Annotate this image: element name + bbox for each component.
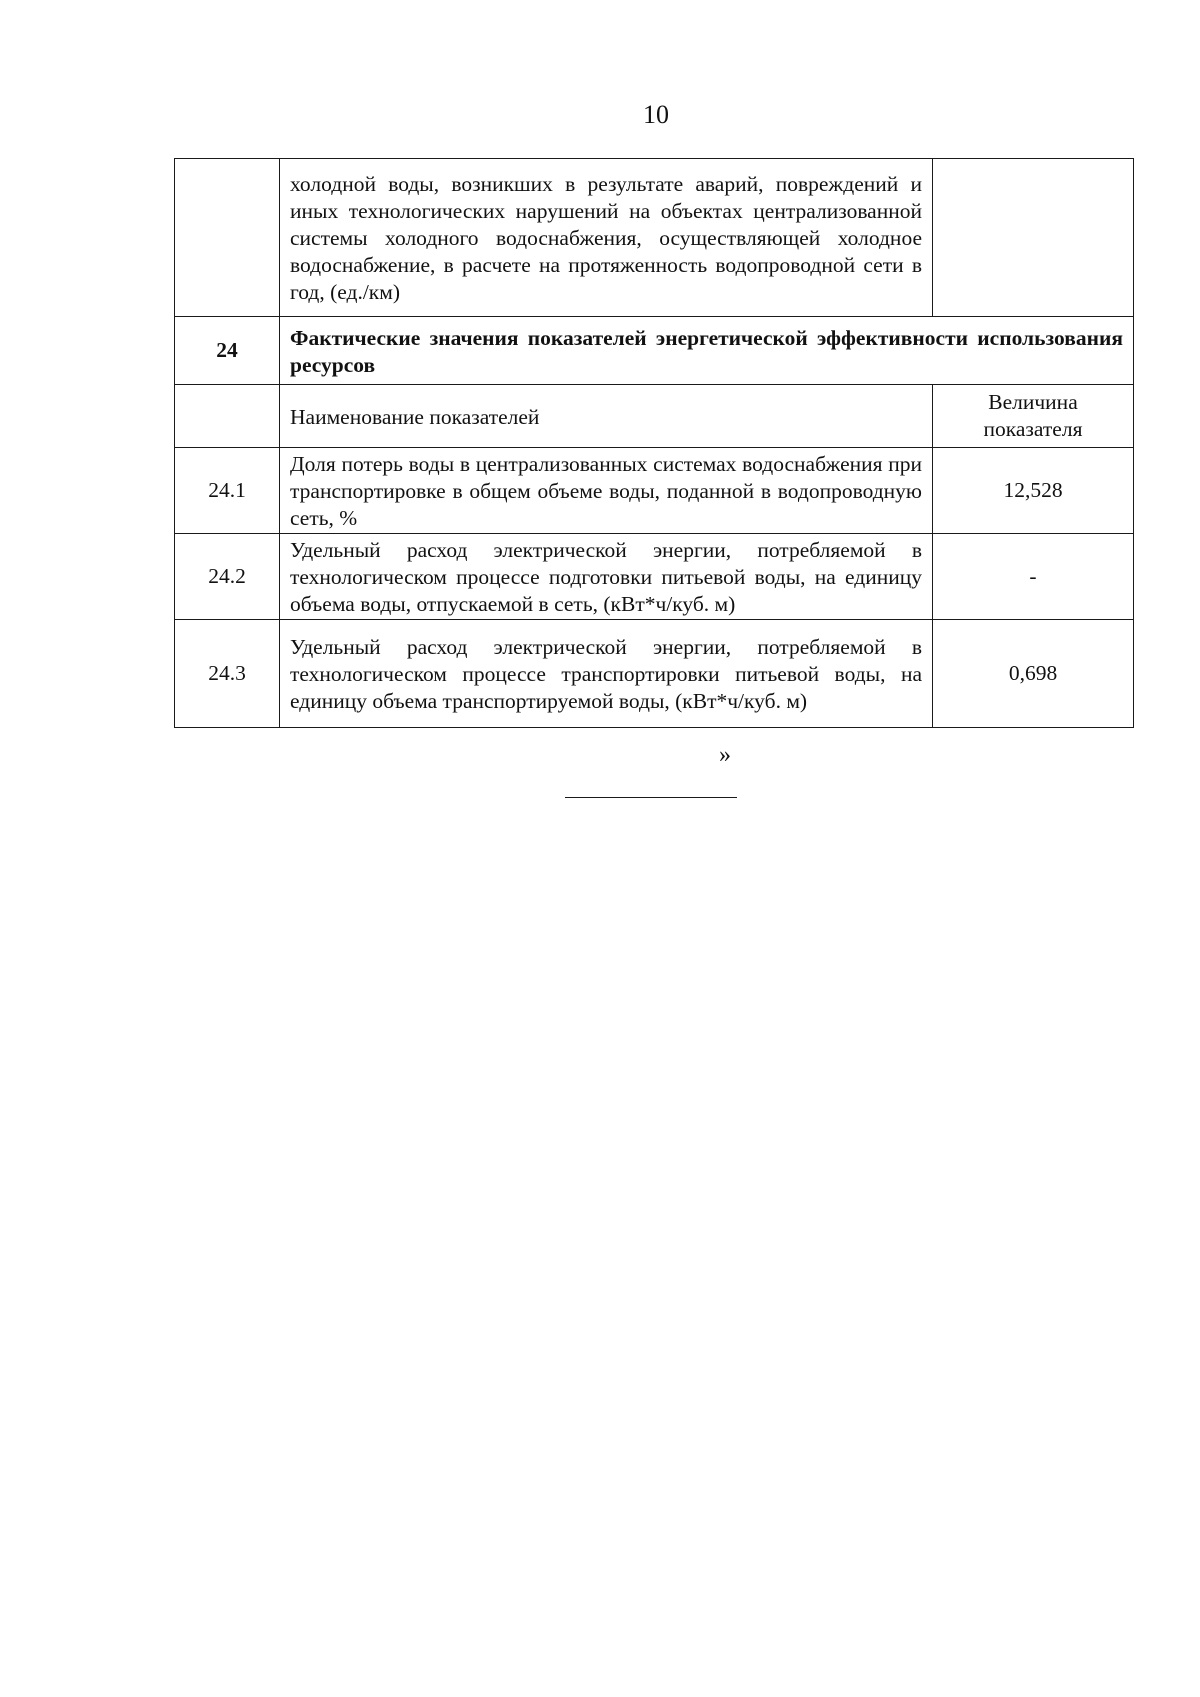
- indicator-value-cell: -: [933, 534, 1134, 620]
- table-row: [175, 620, 1134, 728]
- header-number-cell: [175, 385, 280, 448]
- row-number-cell: 24.3: [175, 620, 280, 728]
- indicator-value-cell: 0,698: [933, 620, 1134, 728]
- table-row-continued: [175, 159, 1134, 317]
- section-title: Фактические значения показателей энергетической эффективности использования ресурсов: [280, 317, 1134, 385]
- page-number: 10: [643, 100, 669, 129]
- indicator-name-cell: Удельный расход электрической энергии, потребляемой в технологическом процессе подготовки питьевой воды, на единицу объема воды, отпускаемой в сеть, (кВт*ч/куб. м): [280, 534, 933, 620]
- indicator-value-cell: [933, 159, 1134, 317]
- table-row: [175, 448, 1134, 534]
- indicator-value-cell: 12,528: [933, 448, 1134, 534]
- header-value-cell: Величина показателя: [933, 385, 1134, 448]
- section-number: 24: [175, 317, 280, 385]
- row-number-cell: 24.1: [175, 448, 280, 534]
- table-header-row: [175, 385, 1134, 448]
- indicator-name-cell: Удельный расход электрической энергии, потребляемой в технологическом процессе транспортировки питьевой воды, на единицу объема транспортируемой воды, (кВт*ч/куб. м): [280, 620, 933, 728]
- header-name-cell: Наименование показателей: [280, 385, 933, 448]
- row-number-cell: 24.2: [175, 534, 280, 620]
- closing-quote: »: [719, 742, 731, 768]
- section-row: [175, 317, 1134, 385]
- table-row: [175, 534, 1134, 620]
- indicator-name-cell: холодной воды, возникших в результате аварий, повреждений и иных технологических нарушений на объектах централизованной системы холодного водоснабжения, осуществляющей холодное водоснабжение, в расчете на протяженность водопроводной сети в год, (ед./км): [280, 159, 933, 317]
- row-number-cell: [175, 159, 280, 317]
- indicators-table: [174, 158, 1134, 728]
- separator-line: [565, 797, 737, 798]
- indicator-name-cell: Доля потерь воды в централизованных системах водоснабжения при транспортировке в общем объеме воды, поданной в водопроводную сеть, %: [280, 448, 933, 534]
